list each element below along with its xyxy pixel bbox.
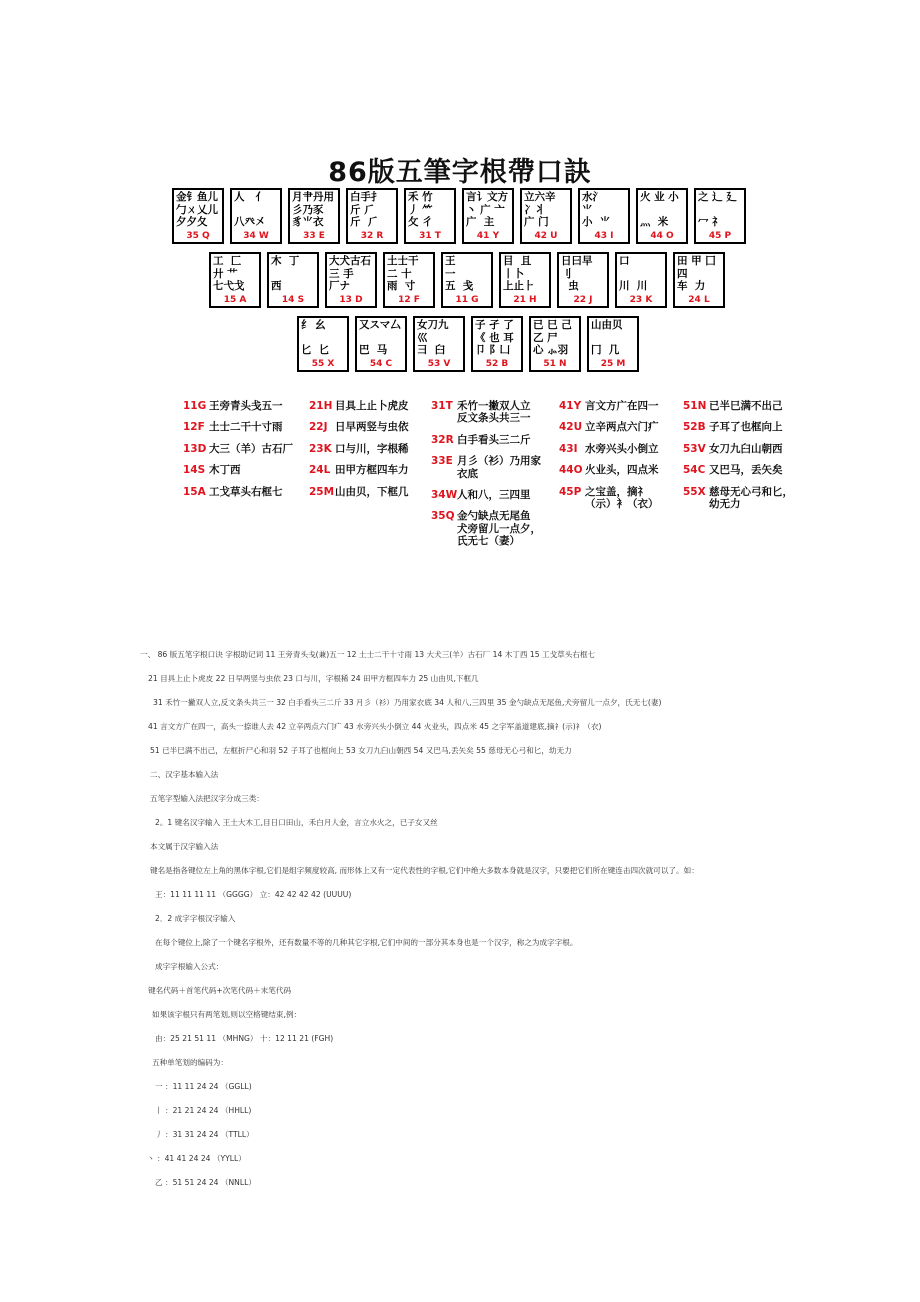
mnemonic-text: 已半巳满不出己 xyxy=(709,400,783,412)
paragraph-line: 在每个键位上,除了一个键名字根外，还有数量不等的几种其它字根,它们中间的一部分其本身也是一个汉字，称之为成字字根。 xyxy=(155,938,578,947)
paragraph-line: 键名是指各键位左上角的黑体字根,它们是组字频度较高, 而形体上又有一定代表性的字根,它们中绝大多数本身就是汉字，只要把它们所在键连击四次就可以了。如： xyxy=(150,866,699,875)
mnemonic-code: 12F xyxy=(183,421,205,434)
key-roots: 月肀丹用 彡乃豕 豸⺌衣 xyxy=(292,191,334,228)
mnemonic-code: 35Q xyxy=(431,510,455,523)
mnemonic-text: 子耳了也框向上 xyxy=(709,421,783,434)
paragraph-line: 丿 ：31 31 24 24 （TTLL） xyxy=(155,1130,254,1139)
mnemonic-code: 31T xyxy=(431,400,453,412)
mnemonic-code: 51N xyxy=(683,400,707,412)
mnemonic-code: 42U xyxy=(559,421,583,434)
key-code: 41 Y xyxy=(476,231,500,241)
paragraph-line: 键名代码＋首笔代码+次笔代码＋末笔代码 xyxy=(148,986,292,995)
mnemonic-code: 14S xyxy=(183,464,206,477)
mnemonic-code: 32R xyxy=(431,433,454,446)
key-roots: 白手扌 斤 ⺁ 斤 ⺁ xyxy=(350,191,382,228)
key-roots: 水氵 ⺌ 小 ⺌ xyxy=(582,191,611,228)
key-roots: 木 丁 西 xyxy=(271,255,300,292)
key-roots: 纟 幺 匕 匕 xyxy=(301,319,330,356)
paragraph-line: 乙 ：51 51 24 24 （NNLL） xyxy=(155,1178,256,1187)
key-code: 44 O xyxy=(650,231,674,241)
key-code: 21 H xyxy=(513,295,537,305)
key-roots: 日曰早 刂 虫 xyxy=(561,255,593,292)
key-roots: 山由贝 冂 几 xyxy=(591,319,623,356)
mnemonic-code: 25M xyxy=(309,485,335,498)
mnemonic-text: 田甲方框四车力 xyxy=(335,464,409,477)
key-code: 52 B xyxy=(485,359,509,369)
key-roots: 又スマ厶 巴 马 xyxy=(359,319,401,356)
mnemonic-code: 23K xyxy=(309,442,332,455)
mnemonic-text: 目具上止卜虎皮 xyxy=(335,400,409,412)
key-code: 14 S xyxy=(281,295,305,305)
mnemonic-text: 之宝盖，摘礻 （示）衤（衣） xyxy=(585,485,659,511)
key-code: 11 G xyxy=(455,295,479,305)
mnemonic-code: 43I xyxy=(559,442,578,455)
key-roots: 人 亻 八癶㐅 xyxy=(234,191,266,228)
mnemonic-code: 45P xyxy=(559,485,582,498)
mnemonic-code: 52B xyxy=(683,421,706,434)
mnemonic-code: 55X xyxy=(683,485,706,498)
mnemonic-code: 54C xyxy=(683,464,706,477)
mnemonic-code: 22J xyxy=(309,421,328,434)
mnemonic-text: 日早两竖与虫依 xyxy=(335,421,409,434)
paragraph-line: 21 目具上止卜虎皮 22 日早两竖与虫依 23 口与川，字根稀 24 田甲方框四车力 25 山由贝,下框几 xyxy=(148,674,479,683)
key-roots: 之 辶 廴 冖 礻 xyxy=(698,191,737,228)
paragraph-line: 2．2 成字字根汉字输入 xyxy=(155,914,236,923)
paragraph-line: 一 ：11 11 24 24 （GGLL) xyxy=(155,1082,252,1091)
mnemonic-text: 木丁西 xyxy=(209,464,241,477)
paragraph-line: 如果该字根只有两笔划,则以空格键结束,例： xyxy=(152,1010,302,1019)
paragraph-line: 五笔字型输入法把汉字分成三类： xyxy=(150,794,264,803)
key-code: 35 Q xyxy=(186,231,210,241)
mnemonic-text: 又巴马，丢矢矣 xyxy=(709,464,783,477)
key-roots: 金钅鱼儿 勹ㄨ乂儿 夕夕夂 xyxy=(176,191,218,228)
mnemonic-code: 11G xyxy=(183,400,207,412)
key-code: 31 T xyxy=(419,231,441,241)
paragraph-line: 王：11 11 11 11 （GGGG） 立：42 42 42 42 (UUUU) xyxy=(155,890,352,899)
section-heading: 二、汉字基本输入法 xyxy=(150,770,219,779)
key-roots: 土士干 二 十 雨 寸 xyxy=(387,255,419,292)
key-code: 24 L xyxy=(688,295,710,305)
paragraph-line: 成字字根输入公式： xyxy=(155,962,224,971)
key-roots: 已 巳 己 乙 尸 心 ⺗羽 xyxy=(533,319,572,356)
key-code: 33 E xyxy=(303,231,325,241)
mnemonic-text: 言文方广在四一 xyxy=(585,400,659,412)
key-roots: 立六辛 冫丬 广 门 xyxy=(524,191,556,228)
key-code: 42 U xyxy=(534,231,558,241)
paragraph-line: 由：25 21 51 11 （MHNG） 十：12 11 21 (FGH) xyxy=(155,1034,334,1043)
mnemonic-text: 禾竹一撇双人立 反文条头共三一 xyxy=(457,400,531,425)
key-code: 51 N xyxy=(543,359,567,369)
key-code: 13 D xyxy=(339,295,363,305)
mnemonic-code: 44O xyxy=(559,464,583,477)
key-code: 43 I xyxy=(594,231,614,241)
key-code: 34 W xyxy=(243,231,269,241)
key-roots: 言讠文方 丶 广 亠 广 主 xyxy=(466,191,508,228)
key-roots: 王 一 五 戋 xyxy=(445,255,474,292)
key-code: 22 J xyxy=(573,295,593,305)
paragraph-line: 2。1 键名汉字输入 王土大木工,目日口田山，禾白月人金，言立水火之，已子女又丝 xyxy=(155,818,438,827)
paragraph-line: 31 禾竹一撇双人立,反文条头共三一 32 白手看头三二斤 33 月彡（衫）乃用家衣底 34 人和八,三四里 35 金勺缺点无尾鱼,犬旁留儿一点夕，氏无七(妻) xyxy=(153,698,662,707)
mnemonic-text: 水旁兴头小倒立 xyxy=(585,442,659,455)
paragraph-line: 41 言文方广在四一，高头一捺谁人去 42 立辛两点六门疒 43 水旁兴头小倒立 44 火业头，四点米 45 之字军盖道建底,摘礻(示)衤（衣) xyxy=(148,722,602,731)
key-code: 54 C xyxy=(369,359,393,369)
key-code: 25 M xyxy=(600,359,626,369)
mnemonic-code: 24L xyxy=(309,464,331,477)
key-roots: 大犬古石 三 手 厂ナ xyxy=(329,255,371,292)
mnemonic-text: 慈母无心弓和匕， 幼无力 xyxy=(709,485,793,511)
mnemonic-text: 工戈草头右框七 xyxy=(209,485,283,498)
key-code: 12 F xyxy=(398,295,420,305)
mnemonic-text: 山由贝，下框几 xyxy=(335,485,409,498)
paragraph-line: 丶 ：41 41 24 24 （YYLL） xyxy=(147,1154,246,1163)
mnemonic-code: 53V xyxy=(683,442,706,455)
key-code: 53 V xyxy=(427,359,451,369)
key-roots: 目 且 丨卜 上止⺊ xyxy=(503,255,535,292)
key-roots: 女刀九 巛 彐 臼 xyxy=(417,319,449,356)
key-code: 23 K xyxy=(629,295,653,305)
mnemonic-text: 女刀九臼山朝西 xyxy=(709,442,783,455)
paragraph-line: 丨 ：21 21 24 24 （HHLL) xyxy=(155,1106,252,1115)
key-code: 45 P xyxy=(708,231,732,241)
mnemonic-code: 15A xyxy=(183,485,206,498)
mnemonic-code: 33E xyxy=(431,455,453,468)
mnemonic-text: 金勺缺点无尾鱼 犬旁留儿一点夕， 氏无七（妻） xyxy=(457,510,541,548)
paragraph-line: 五种单笔划的编码为： xyxy=(152,1058,228,1067)
mnemonic-text: 月彡（衫）乃用家 衣底 xyxy=(457,455,541,480)
key-roots: 口 川 川 xyxy=(619,255,648,292)
paragraph-line: 本文属于汉字输入法 xyxy=(150,842,219,851)
key-roots: 禾 竹 丿 ⺮ 攵 彳 xyxy=(408,191,433,228)
mnemonic-text: 土士二干十寸雨 xyxy=(209,421,283,434)
paragraph-line: 51 已半巳满不出己，左框折尸心和羽 52 子耳了也框向上 53 女刀九臼山朝西 54 又巴马,丢矢矣 55 慈母无心弓和匕，幼无力 xyxy=(150,746,572,755)
mnemonic-code: 21H xyxy=(309,400,333,412)
mnemonic-code: 41Y xyxy=(559,400,582,412)
mnemonic-text: 立辛两点六门疒 xyxy=(585,421,659,434)
key-code: 55 X xyxy=(311,359,335,369)
key-code: 32 R xyxy=(360,231,384,241)
mnemonic-code: 13D xyxy=(183,442,207,455)
key-roots: 子 孑 了 《 也 耳 卩 阝凵 xyxy=(475,319,514,356)
chart-title: 86版五筆字根帶口訣 xyxy=(328,157,592,188)
key-roots: 田 甲 囗 四 车 力 xyxy=(677,255,716,292)
mnemonic-text: 火业头，四点米 xyxy=(585,464,659,477)
key-roots: 火 业 小 灬 米 xyxy=(640,191,679,228)
key-roots: 工 匚 廾 艹 七弋戈 xyxy=(213,255,245,292)
mnemonic-text: 人和八，三四里 xyxy=(457,489,531,502)
mnemonic-code: 34W xyxy=(431,489,458,502)
mnemonic-text: 口与川，字根稀 xyxy=(335,442,409,455)
key-code: 15 A xyxy=(223,295,247,305)
paragraph-line: 一、 86 版五笔字根口诀 字根助记词 11 王旁青头戋(兼)五一 12 土士二干十寸雨 13 大犬三(羊）古石厂 14 木丁西 15 工戈草头右框七 xyxy=(140,650,596,659)
mnemonic-text: 白手看头三二斤 xyxy=(457,433,531,446)
mnemonic-text: 王旁青头戋五一 xyxy=(209,400,283,412)
mnemonic-text: 大三（羊）古石厂 xyxy=(209,442,293,455)
